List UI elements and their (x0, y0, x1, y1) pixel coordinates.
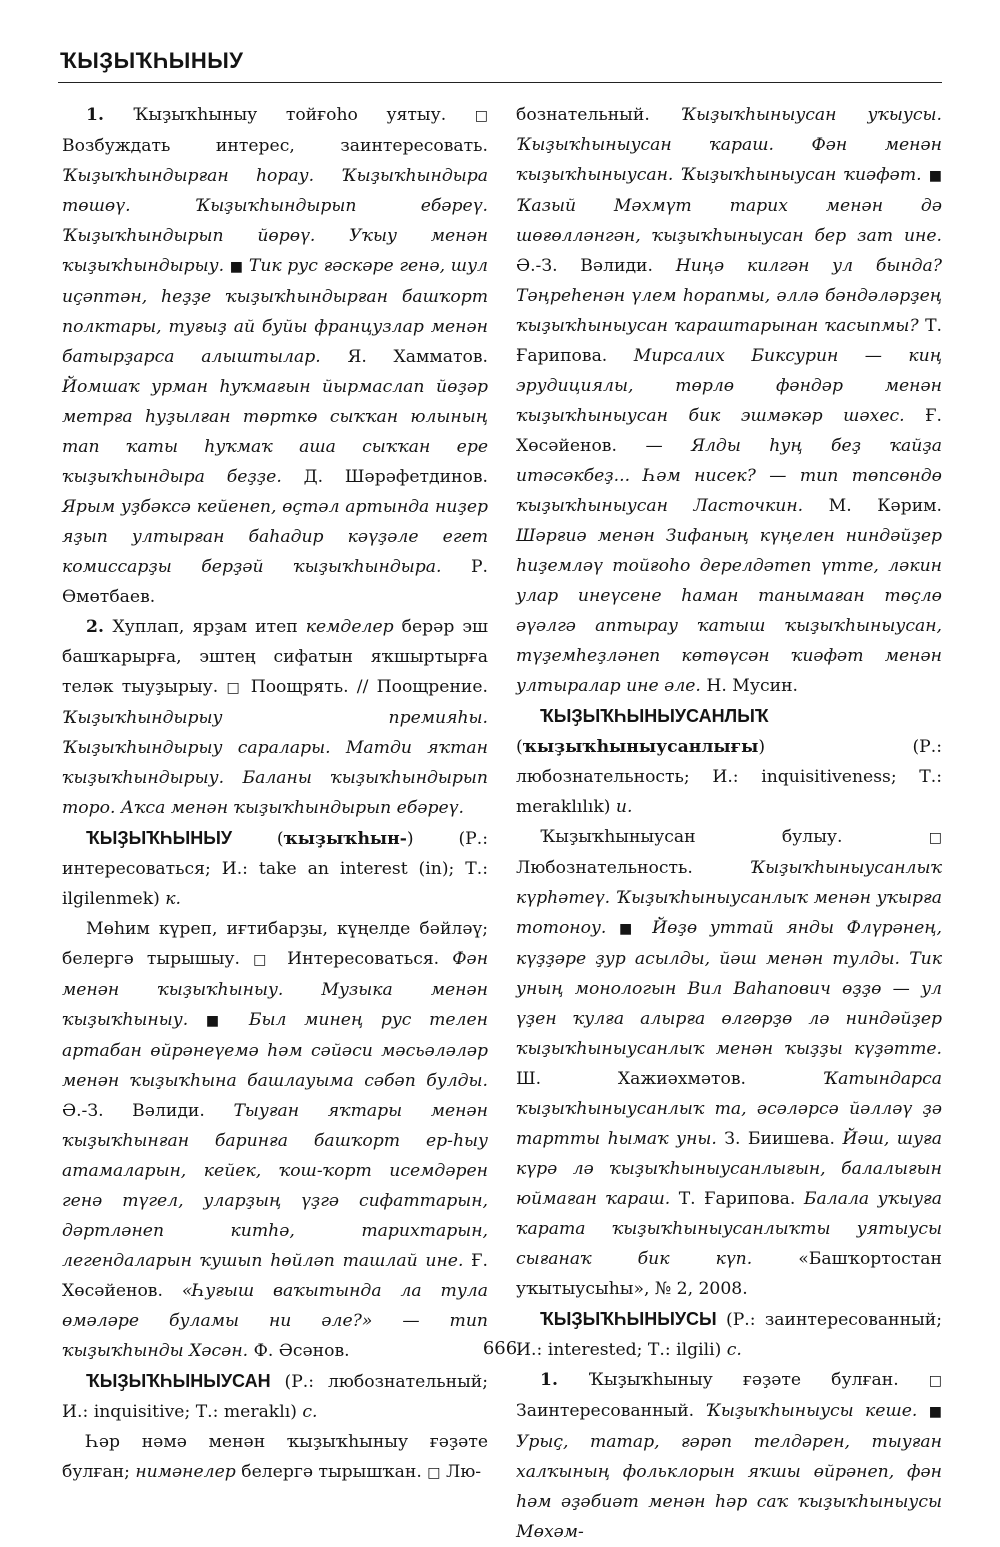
sense-number: 2. (86, 617, 113, 637)
example-text: Ниңә килгән ул бында? Тәңреһенән үлем һорапмы, әллә бәндәләрҙең ҡыҙыҡһыныусан ҡараштарынан ҡасыпмы? (516, 256, 943, 336)
translation-marker-icon: □ (226, 680, 243, 696)
definition-text: Любознательность. (516, 858, 750, 878)
definition-text: Т. Ғарипова. (516, 316, 942, 366)
example-text: Тыуған яҡтары менән ҡыҙыҡһынған баринға башҡорт ер-һыу атамаларын, кейек, ҡош-ҡорт исемдәрен генә түгел, уларҙың үҙгә сифаттарын, дәртләнеп китһә, тарихтарын, легендаларын ҡушып һөйләп ташлай ине. (62, 1101, 488, 1271)
sense-paragraph (62, 612, 488, 823)
definition-text: Ш. Хажиәхмәтов. (516, 1069, 823, 1089)
text-paragraph (62, 914, 488, 1366)
definition-text: Возбуждать интерес, заинтересовать. (62, 136, 488, 156)
example-text: — Ялды һуң беҙ ҡайҙа итәсәкбеҙ... Һәм нисек? — тип төпсөндө ҡыҙыҡһыныусан Ласточкин. (516, 436, 943, 516)
definition-text: Заинтересованный. (516, 1401, 706, 1421)
definition-text: Ғ. Хөсәйенов. (62, 1251, 488, 1301)
definition-text: белергә тырышҡан. (235, 1462, 428, 1482)
definition-text: Я. Хамматов. (347, 347, 488, 367)
example-text: нимәнелер (135, 1462, 236, 1482)
example-text: кемделер (305, 617, 394, 637)
definition-text: ) (Р.: любознательность; И.: inquisitiveness; Т.: meraklılık) (516, 737, 942, 817)
example-text: Ҡазый Мәхмүт тарих менән дә шөғөлләнгән, ҡыҙыҡһыныусан бер зат ине. (516, 196, 942, 246)
definition-text: Ф. Әсәнов. (253, 1341, 350, 1361)
translation-marker-icon: □ (474, 108, 488, 124)
example-text: Тик рус ғәскәре генә, шул иҫәптән, һеҙҙе ҡыҙыҡһындырған башҡорт полктары, туғыҙ ай буйы французлар менән батырҙарса алыштылар. (62, 256, 488, 367)
example-text: Урыҫ, татар, ғәрәп телдәрен, тыуған халҡының фольклорын яҡшы өйрәнеп, фән һәм әҙәбиәт менән һәр саҡ ҡыҙыҡһыныусы Мөхәм- (516, 1432, 942, 1542)
definition-text: (Р.: любознательный; И.: inquisitive; Т.: meraklı) (62, 1372, 488, 1422)
definition-text: (Р.: заинтересованный; И.: interested; Т.: ilgili) (516, 1310, 942, 1360)
text-paragraph (516, 100, 942, 701)
text-paragraph (516, 822, 942, 1304)
definition-text: Ҡыҙыҡһыныу ғәҙәте булған. (588, 1370, 929, 1390)
definition-text: З. Биишева. (724, 1129, 843, 1149)
headword: ҠЫҘЫҠҺЫНЫУСЫ (540, 1309, 717, 1329)
translation-marker-icon: □ (253, 952, 275, 968)
example-text: Йөҙө уттай янды Флүрәнең, күҙҙәре ҙур асылды, йәш менән тулды. Тик уның монологын Вил Ваһапович өҙҙө — ул үҙен ҡулға алырға өлгөрҙө лә ниндәйҙер ҡыҙыҡһыныусанлыҡ менән ҡыҙҙы күҙәтте. (516, 918, 942, 1059)
example-text: Мирсалих Биксурин — киң эрудициялы, төрлө фәндәр менән ҡыҙыҡһыныусан бик эшмәкәр шәхес. (516, 346, 942, 426)
example-text: с. (726, 1340, 742, 1360)
example-marker-icon: ■ (205, 1013, 232, 1029)
definition-text: «Башҡортостан уҡытыусыһы», № 2, 2008. (516, 1249, 942, 1299)
running-head: ҠЫҘЫҠҺЫНЫУ (60, 48, 244, 73)
definition-text: ) (Р.: интересоваться; И.: take an interest (in); Т.: ilgilenmek) (62, 829, 488, 909)
example-text: Ҡыҙыҡһындырыу премияһы. Ҡыҙыҡһындырыу саралары. Матди яҡтан ҡыҙыҡһындырыу. Баланы ҡыҙыҡһындырып торо. Аҡса менән ҡыҙыҡһындырып ебәреү. (62, 708, 488, 818)
header-rule (58, 82, 942, 83)
definition-text: Интересоваться. (274, 949, 453, 969)
dictionary-entry (516, 701, 942, 822)
page-number: 666 (482, 1338, 518, 1359)
example-text: Шәрғиә менән Зифаның күңелен ниндәйҙер һиҙемләү тойғоһо дерелдәтеп үтте, ләкин улар инеүсене һаман танымаған төҫлө әүәлгә аптырау ҡатыш ҡыҙыҡһыныусан, түҙемһеҙләнеп көтөүсән ҡиәфәт менән ултыралар ине әле. (516, 526, 942, 696)
example-text: Балала уҡыуға ҡарата ҡыҙыҡһыныусанлыҡты уятыусы сығанаҡ бик күп. (516, 1189, 942, 1269)
example-text: Ярым уҙбәксә кейенеп, өҫтәл артында ниҙер яҙып ултырған баһадир кәүҙәле егет комиссарҙы берҙәй ҡыҙыҡһындыра. (62, 497, 488, 577)
dictionary-entry (62, 823, 488, 914)
example-text: «Һуғыш ваҡытында ла тула өмәләре буламы ни әле?» — тип ҡыҙыҡһынды Хәсән. (62, 1281, 488, 1361)
definition-text: ( (516, 737, 523, 757)
headword: ҠЫҘЫҠҺЫНЫУСАНЛЫҠ (540, 706, 769, 726)
example-marker-icon: ■ (619, 921, 640, 937)
example-text: Был минең рус телен артабан өйрәнеүемә һәм сәйәси мәсьәләләр менән ҡыҙыҡһына башлауыма сәбәп булды. (62, 1010, 488, 1091)
example-text: Ҡыҙыҡһыныусан уҡыусы. Ҡыҙыҡһыныусан ҡараш. Фән менән ҡыҙыҡһыныусан. Ҡыҙыҡһыныусан ҡиәфәт. (516, 105, 942, 185)
example-marker-icon: ■ (928, 1404, 942, 1420)
translation-marker-icon: □ (928, 1373, 942, 1389)
definition-text: Ә.-З. Вәлиди. (62, 1101, 234, 1121)
definition-text: Поощрять. // Поощрение. (242, 677, 488, 697)
example-text: Ҡатындарса ҡыҙыҡһыныусанлыҡ та, әсәләрсә йәлләү ҙә тартты һымаҡ уны. (516, 1069, 942, 1149)
sense-number: 1. (540, 1370, 589, 1390)
example-text: Ҡыҙыҡһыныусанлыҡ күрһәтеү. Ҡыҙыҡһыныусанлыҡ менән уҡырға тотоноу. (516, 858, 942, 938)
grammar-form: ҡыҙыҡһын- (283, 829, 407, 849)
definition-text: Һәр нәмә менән ҡыҙыҡһыныу ғәҙәте булған; (62, 1432, 488, 1482)
grammar-form: ҡыҙыҡһыныусанлығы (522, 737, 759, 757)
example-text: Йомшаҡ урман һуҡмағын йырмаслап йөҙәр метрға һуҙылған төрткө сыҡҡан юлының тап ҡаты һуҡмаҡ аша сыҡҡан ере ҡыҙыҡһындыра беҙҙе. (62, 377, 488, 487)
definition-text: Хуплап, ярҙам итеп (112, 617, 306, 637)
definition-text: М. Кәрим. (828, 496, 942, 516)
sense-number: 1. (86, 105, 134, 125)
definition-text: Н. Мусин. (706, 676, 798, 696)
definition-text: Р. Өмөтбаев. (62, 557, 488, 607)
definition-text: Д. Шәрәфетдинов. (303, 467, 488, 487)
definition-text: Ҡыҙыҡһыныусан булыу. (540, 827, 929, 847)
sense-paragraph (516, 1365, 942, 1547)
example-text: и. (615, 797, 633, 817)
definition-text: Ғ. Хөсәйенов. (516, 406, 942, 456)
definition-text: Ҡыҙыҡһыныу тойғоһо уятыу. (133, 105, 475, 125)
example-marker-icon: ■ (229, 259, 244, 275)
definition-text: Ә.-З. Вәлиди. (516, 256, 676, 276)
translation-marker-icon: □ (928, 830, 942, 846)
text-paragraph (62, 1427, 488, 1488)
definition-text: ( (232, 829, 284, 849)
example-text: Ҡыҙыҡһыныусы кеше. (705, 1401, 929, 1421)
example-text: Фән менән ҡыҙыҡһыныу. Музыка менән ҡыҙыҡһыныу. (62, 949, 489, 1030)
definition-text: бознательный. (516, 105, 681, 125)
example-text: с. (302, 1402, 318, 1422)
translation-marker-icon: □ (427, 1465, 441, 1481)
definition-text: Лю- (440, 1462, 482, 1482)
definition-text: Мөһим күреп, иғтибарҙы, күңелде бәйләү; белергә тырышыу. (62, 919, 488, 969)
example-text: Ҡыҙыҡһындырған һорау. Ҡыҙыҡһындыра төшөү. Ҡыҙыҡһындырып ебәреү. Ҡыҙыҡһындырып йөрөү. Уҡыу менән ҡыҙыҡһындырыу. (62, 166, 488, 276)
headword: ҠЫҘЫҠҺЫНЫУСАН (86, 1371, 271, 1391)
dictionary-entry (62, 1366, 488, 1427)
example-text: Йәш, шуға күрә лә ҡыҙыҡһыныусанлығын, балалығын юймаған ҡараш. (516, 1129, 942, 1209)
definition-text: берәр эш башҡарырға, эштең сифатын яҡшыртырға теләк тыуҙырыу. (62, 617, 488, 697)
left-column (62, 100, 488, 1488)
definition-text: Т. Ғарипова. (678, 1189, 804, 1209)
example-text: к. (165, 889, 182, 909)
sense-paragraph (62, 100, 488, 612)
example-marker-icon: ■ (928, 168, 942, 184)
right-column (516, 100, 942, 1547)
headword: ҠЫҘЫҠҺЫНЫУ (86, 828, 233, 848)
